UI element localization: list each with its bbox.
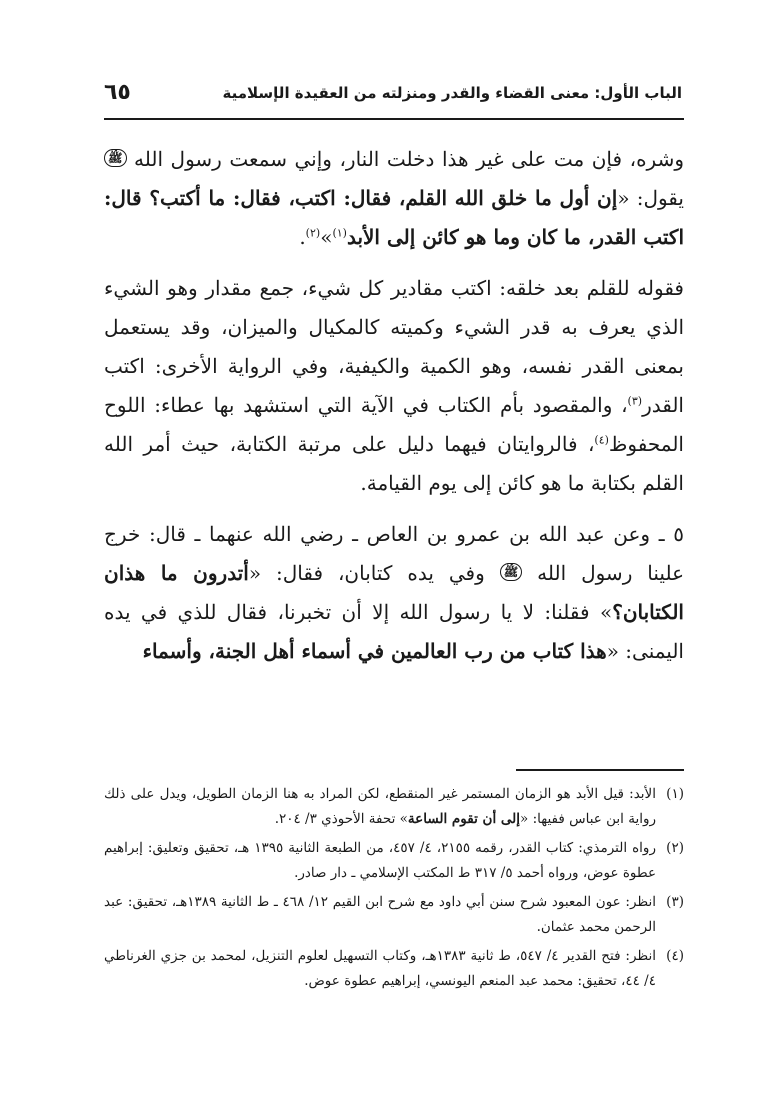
text-segment: » [320,225,333,249]
footnote-text: انظر: عون المعبود شرح سنن أبي داود مع شرح ابن القيم ١٢/ ٤٦٨ ـ ط الثانية ١٣٨٩هـ، تحقيق: عبد الرحمن محمد عثمان. [104,894,656,935]
text-segment: ٥ ـ وعن عبد الله بن عمرو بن العاص ـ رضي الله عنهما ـ قال: خرج علينا رسول الله [104,522,685,585]
paragraph-3 [104,515,684,671]
text-segment: ، والمقصود بأم الكتاب في الآية التي استشهد بها عطاء: اللوح المحفوظ [104,393,684,456]
footnote-item [104,944,684,994]
footnote-ref[interactable]: (١) [332,226,347,240]
salutation-glyph: ﷺ [104,149,127,167]
main-text [104,140,684,671]
hadith-quote: هذا كتاب من رب العالمين في أسماء أهل الجنة، وأسماء [142,639,607,663]
text-segment: » تحفة الأحوذي ٣/ ٢٠٤. [274,811,408,827]
footnote-number: (١) [666,786,684,802]
footnote-text [104,782,656,832]
text-segment: فقوله للقلم بعد خلقه: اكتب مقادير كل شيء، جمع مقدار وهو الشيء الذي يعرف به قدر الشيء وكميته كالمكيال والميزان، وقد يستعمل بمعنى القدر نفسه، وهو الكمية والكيفية، وفي الرواية الأخرى: اكتب القدر [104,276,684,417]
footnotes [104,782,684,998]
text-segment: الأبد: قيل الأبد هو الزمان المستمر غير المنقطع، لكن المراد به هنا الزمان الطويل، ويدل على ذلك رواية ابن عباس ففيها: « [104,786,656,827]
chapter-title: الباب الأول: معنى القضاء والقدر ومنزلته من العقيدة الإسلامية [222,84,682,102]
hadith-quote: إن أول ما خلق الله القلم، فقال: اكتب، فقال: ما أكتب؟ قال: اكتب القدر، ما كان وما هو كائن إلى الأبد [104,186,684,249]
text-segment: » فقلنا: لا يا رسول الله إلا أن تخبرنا، فقال للذي في يده اليمنى: « [104,600,684,663]
footnote-text: رواه الترمذي: كتاب القدر، رقمه ٢١٥٥، ٤/ ٤٥٧، من الطبعة الثانية ١٣٩٥ هـ، تحقيق وتعليق: إبراهيم عطوة عوض، ورواه أحمد ٥/ ٣١٧ ط المكتب الإسلامي ـ دار صادر. [104,840,656,881]
paragraph-2 [104,269,684,503]
page-number: ٦٥ [104,80,131,105]
footnote-text: انظر: فتح القدير ٤/ ٥٤٧، ط ثانية ١٣٨٣هـ، وكتاب التسهيل لعلوم التنزيل، لمحمد بن جزي الغرناطي ٤/ ٤٤، تحقيق: محمد عبد المنعم اليونسي، إبراهيم عطوة عوض. [104,948,657,989]
hadith-quote: أتدرون ما هذان الكتابان؟ [104,561,684,624]
footnote-item [104,836,684,886]
footnote-item [104,782,684,832]
running-header [104,76,682,110]
text-segment: وفي يده كتابان، فقال: « [248,561,485,585]
footnote-ref[interactable]: (٣) [627,394,643,408]
footnote-ref[interactable]: (٤) [594,433,609,447]
header-divider [104,118,684,120]
footnote-ref[interactable]: (٢) [305,226,321,240]
footnote-item [104,890,684,940]
footnote-number: (٤) [666,948,684,964]
paragraph-1 [104,140,684,257]
text-segment: يقول: « [617,186,684,210]
footnote-number: (٣) [666,894,684,910]
text-segment: . [299,225,306,249]
footnote-number: (٢) [666,840,684,856]
text-segment: ، فالروايتان فيهما دليل على مرتبة الكتابة، حيث أمر الله القلم بكتابة ما هو كائن إلى يوم القيامة. [104,432,684,495]
salutation-glyph: ﷺ [500,563,523,581]
quote-bold: إلى أن تقوم الساعة [407,811,521,827]
text-segment: وشره، فإن مت على غير هذا دخلت النار، وإني سمعت رسول الله [134,147,684,171]
footnote-divider [516,769,684,771]
